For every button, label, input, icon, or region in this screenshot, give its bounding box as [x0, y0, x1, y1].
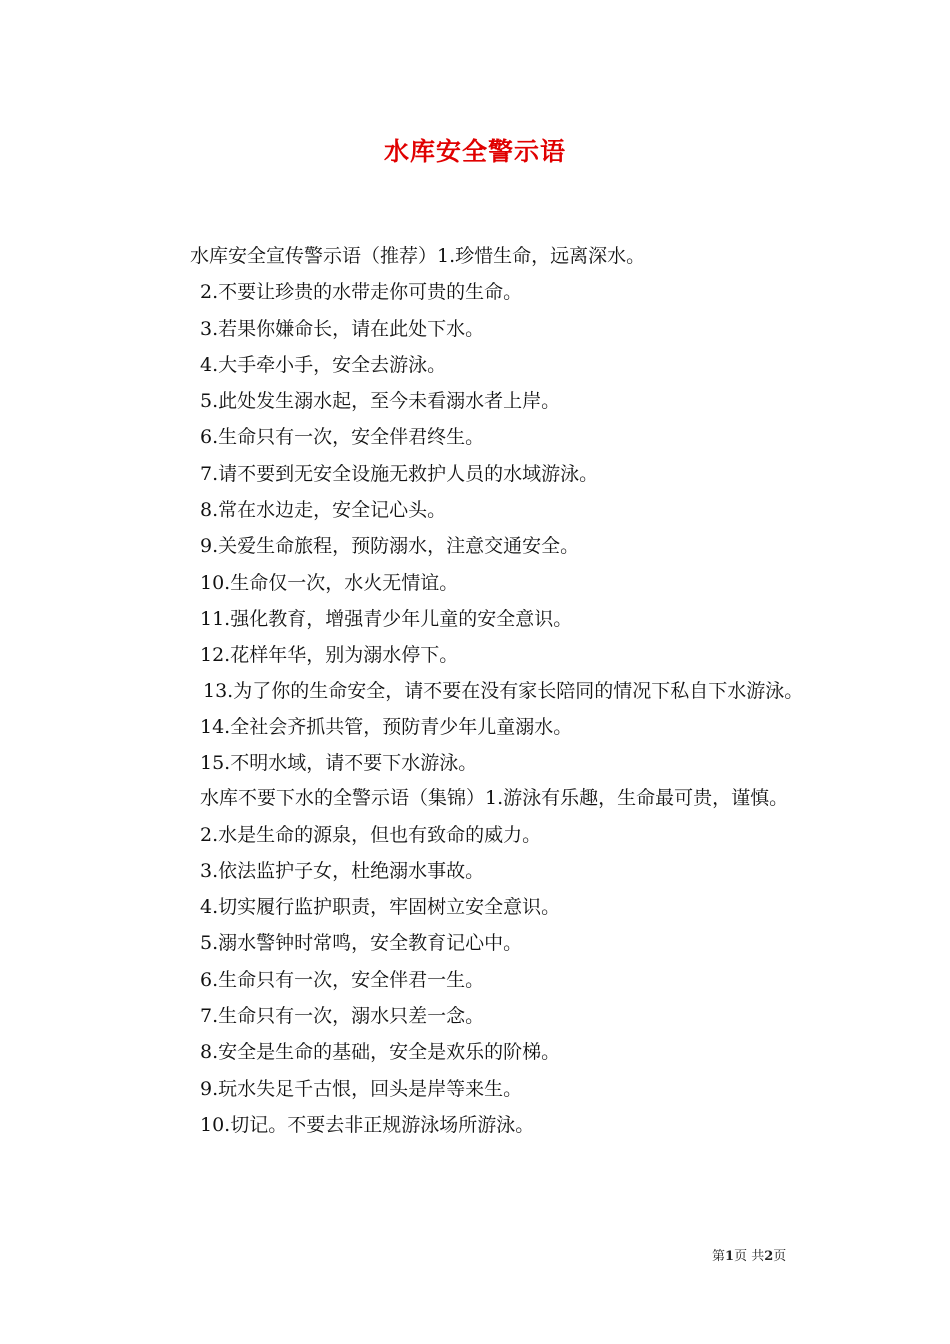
paragraph-line: 12.花样年华，别为溺水停下。 — [200, 644, 459, 667]
paragraph-line: 4.切实履行监护职责，牢固树立安全意识。 — [200, 896, 561, 919]
paragraph-line: 4.大手牵小手，安全去游泳。 — [200, 353, 447, 376]
paragraph-line: 8.安全是生命的基础，安全是欢乐的阶梯。 — [200, 1041, 561, 1064]
paragraph-line: 7.生命只有一次，溺水只差一念。 — [200, 1005, 485, 1028]
paragraph-line: 6.生命只有一次，安全伴君终生。 — [200, 426, 485, 449]
current-page: 1 — [725, 1249, 735, 1264]
paragraph-line: 8.常在水边走，安全记心头。 — [200, 499, 447, 522]
paragraph-line: 水库不要下水的全警示语（集锦）1.游泳有乐趣，生命最可贵，谨慎。 — [200, 787, 789, 810]
page-number-middle: 页 共 — [734, 1249, 765, 1264]
paragraph-line: 10.切记。不要去非正规游泳场所游泳。 — [200, 1113, 535, 1136]
paragraph-line: 水库安全宣传警示语（推荐）1.珍惜生命，远离深水。 — [190, 245, 646, 267]
paragraph-line: 6.生命只有一次，安全伴君一生。 — [200, 968, 485, 991]
document-body — [145, 238, 825, 1143]
paragraph-line: 13.为了你的生命安全，请不要在没有家长陪同的情况下私自下水游泳。 — [203, 679, 804, 702]
page-number-prefix: 第 — [712, 1249, 726, 1264]
paragraph-line: 5.溺水警钟时常鸣，安全教育记心中。 — [200, 932, 523, 955]
paragraph-line: 14.全社会齐抓共管，预防青少年儿童溺水。 — [200, 715, 573, 738]
paragraph-line: 2.水是生命的源泉，但也有致命的威力。 — [200, 823, 542, 846]
paragraph-line: 2.不要让珍贵的水带走你可贵的生命。 — [200, 281, 523, 304]
document-title: 水库安全警示语 — [383, 137, 566, 166]
paragraph-line: 5.此处发生溺水起，至今未看溺水者上岸。 — [200, 390, 561, 413]
paragraph-line: 9.关爱生命旅程，预防溺水，注意交通安全。 — [200, 535, 580, 558]
paragraph-line: 7.请不要到无安全设施无救护人员的水域游泳。 — [200, 462, 599, 485]
page-number — [712, 1245, 786, 1264]
paragraph-line: 3.依法监护子女，杜绝溺水事故。 — [200, 859, 485, 882]
total-pages: 2 — [764, 1249, 774, 1264]
page-number-suffix: 页 — [773, 1249, 787, 1264]
paragraph-line: 15.不明水域，请不要下水游泳。 — [200, 752, 478, 775]
paragraph-line: 10.生命仅一次，水火无情谊。 — [200, 571, 459, 594]
paragraph-line: 11.强化教育，增强青少年儿童的安全意识。 — [200, 607, 573, 630]
paragraph-line: 3.若果你嫌命长，请在此处下水。 — [200, 317, 485, 340]
paragraph-line: 9.玩水失足千古恨，回头是岸等来生。 — [200, 1077, 523, 1100]
